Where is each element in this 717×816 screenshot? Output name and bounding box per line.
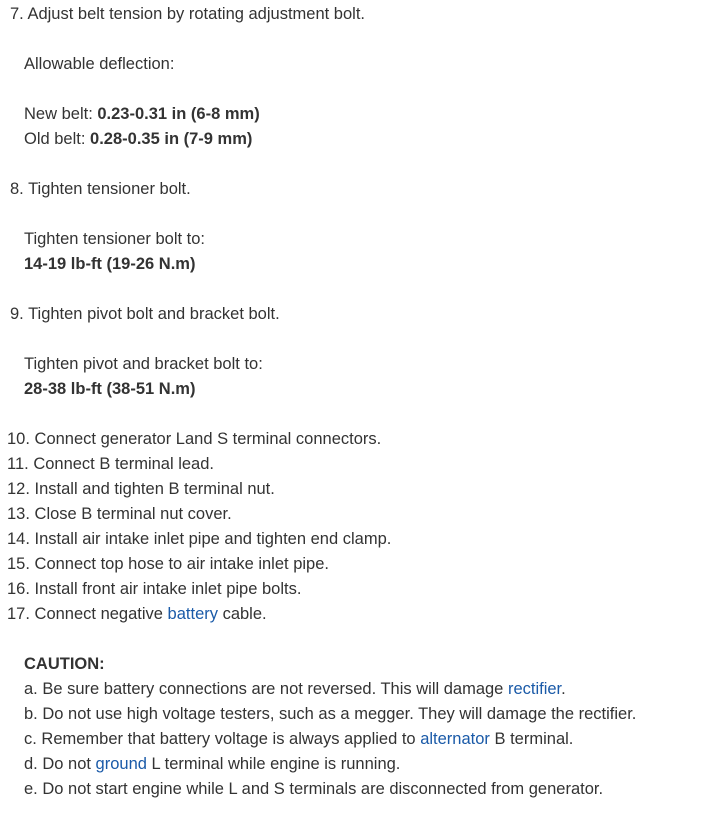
caution-text-before: d. Do not [24,755,96,773]
caution-text-after: L terminal while engine is running. [146,755,401,773]
deflection-label: Allowable deflection: [24,55,175,73]
old-belt-value: 0.28-0.35 in (7-9 mm) [90,130,253,148]
caution-text-before: c. Remember that battery voltage is always applied to [24,730,421,748]
caution-text-before: a. Be sure battery connections are not reversed. This will damage [24,680,508,698]
step-number: 14. [7,530,30,548]
step-text: Adjust belt tension by rotating adjustment bolt. [27,5,365,23]
step-number: 8. [10,180,24,198]
step-text: Connect generator Land S terminal connectors. [34,430,382,448]
new-belt-value: 0.23-0.31 in (6-8 mm) [97,105,260,123]
step-text-before: Connect negative [34,605,168,623]
step-number: 7. [10,5,24,23]
pivot-torque-label: Tighten pivot and bracket bolt to: [24,355,263,373]
step-number: 16. [7,580,30,598]
caution-item-b: b. Do not use high voltage testers, such as a megger. They will damage the rectifier. [24,705,637,723]
step-text: Close B terminal nut cover. [34,505,232,523]
caution-item-c [24,729,573,749]
caution-text-after: B terminal. [489,730,574,748]
step-text: Tighten tensioner bolt. [28,180,191,198]
caution-title: CAUTION: [24,655,105,673]
old-belt-spec [24,129,252,149]
step-7 [10,4,365,24]
ground-link[interactable]: ground [95,755,147,773]
step-15 [7,554,329,574]
caution-text-after: . [561,680,566,698]
step-text: Connect top hose to air intake inlet pipe. [34,555,329,573]
battery-link[interactable]: battery [167,605,218,623]
step-text: Install air intake inlet pipe and tighten end clamp. [34,530,392,548]
step-number: 15. [7,555,30,573]
step-text-after: cable. [218,605,267,623]
step-number: 11. [7,455,29,473]
step-13 [7,504,232,524]
step-number: 17. [7,605,30,623]
step-16 [7,579,301,599]
step-text: Install front air intake inlet pipe bolts. [34,580,302,598]
step-9 [10,304,280,324]
new-belt-spec [24,104,260,124]
pivot-torque-value: 28-38 lb-ft (38-51 N.m) [24,380,196,398]
caution-item-a [24,679,566,699]
step-text: Tighten pivot bolt and bracket bolt. [28,305,280,323]
caution-item-d [24,754,400,774]
step-17 [7,604,267,624]
step-number: 9. [10,305,24,323]
step-14 [7,529,391,549]
step-11 [7,454,214,474]
old-belt-label: Old belt: [24,130,91,148]
step-10 [7,429,381,449]
step-number: 12. [7,480,30,498]
rectifier-link[interactable]: rectifier [507,680,562,698]
new-belt-label: New belt: [24,105,98,123]
step-number: 10. [7,430,30,448]
step-8 [10,179,191,199]
step-text: Install and tighten B terminal nut. [34,480,275,498]
tensioner-torque-value: 14-19 lb-ft (19-26 N.m) [24,255,196,273]
caution-item-e: e. Do not start engine while L and S terminals are disconnected from generator. [24,780,604,798]
alternator-link[interactable]: alternator [420,730,490,748]
tensioner-torque-label: Tighten tensioner bolt to: [24,230,206,248]
step-12 [7,479,275,499]
step-number: 13. [7,505,30,523]
step-text: Connect B terminal lead. [33,455,214,473]
